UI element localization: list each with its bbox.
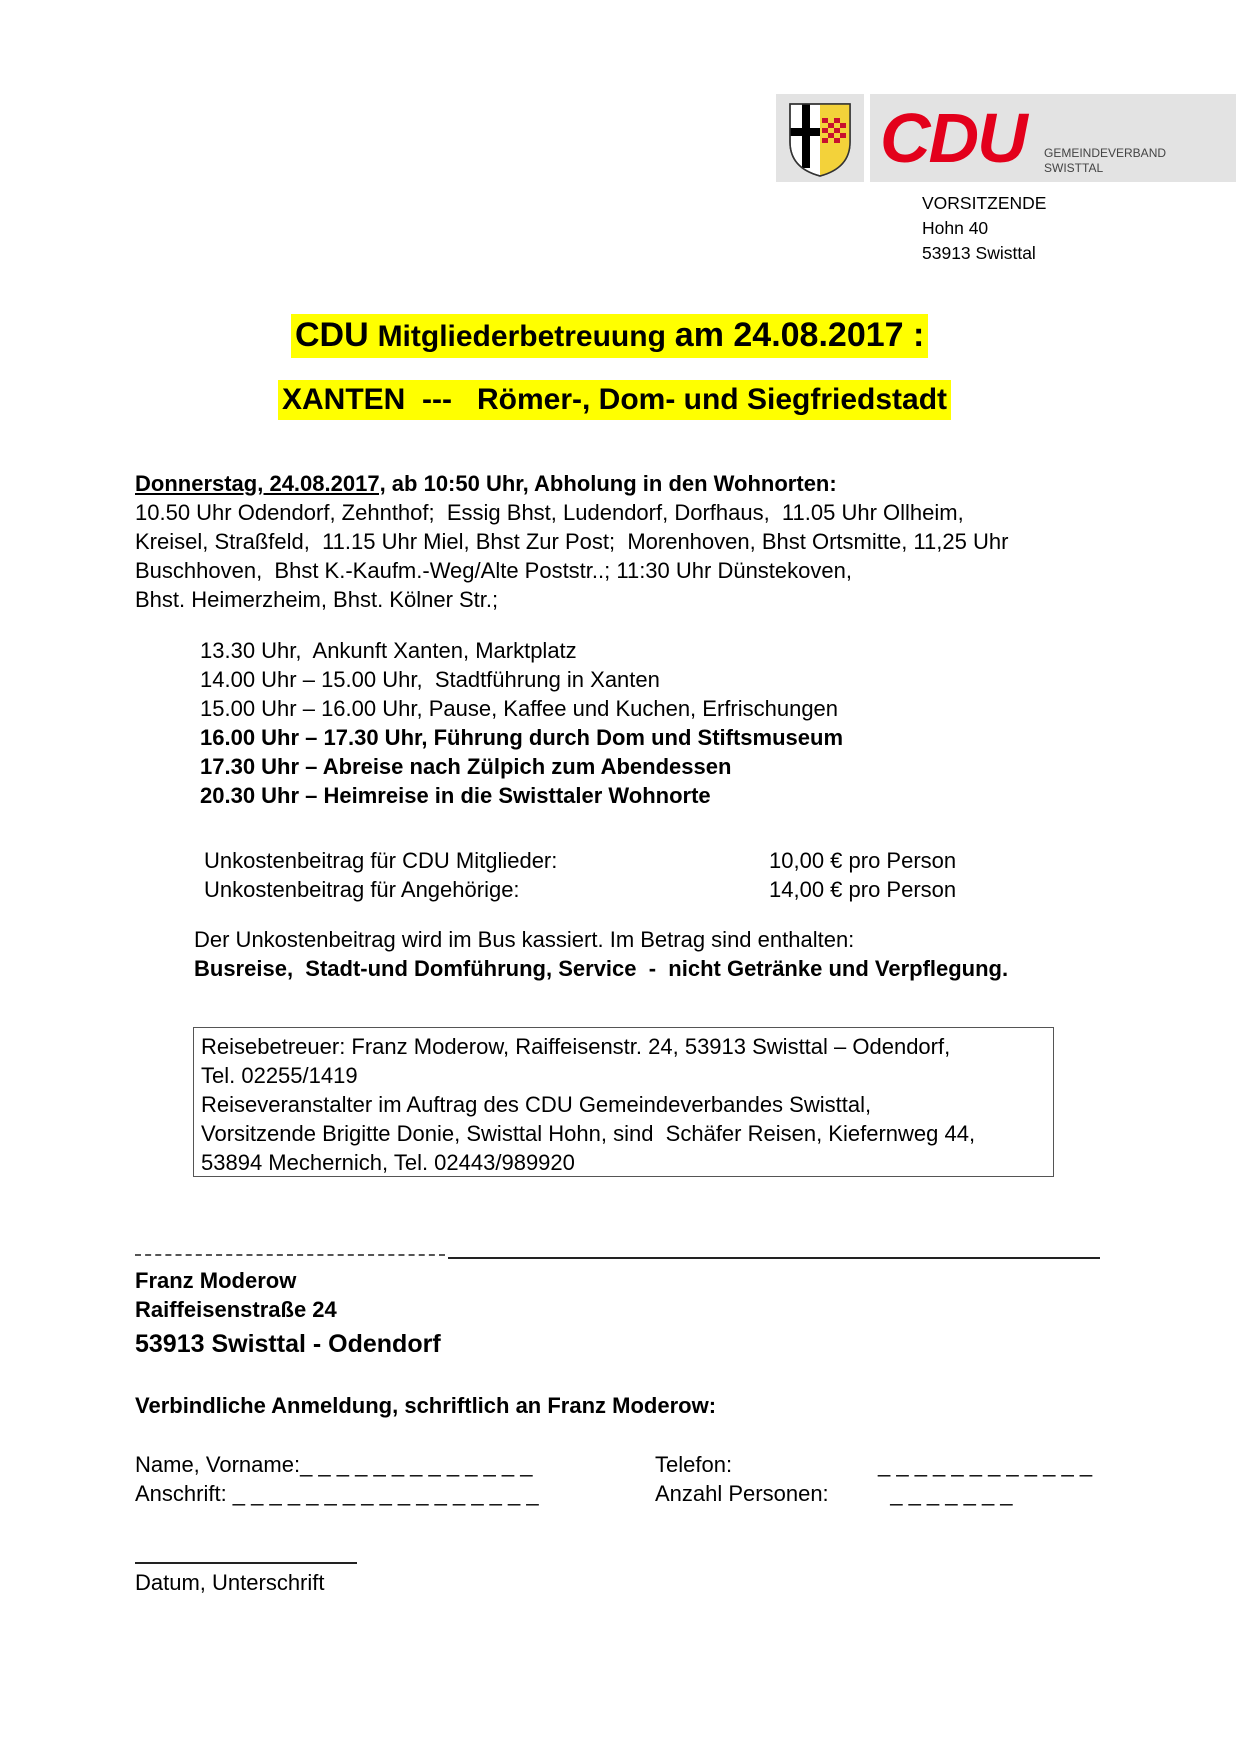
bus-line: Der Unkostenbeitrag wird im Bus kassiert. Im Betrag sind enthalten:	[194, 927, 855, 952]
title-date: am 24.08.2017 :	[674, 316, 925, 354]
organizer-info-box	[193, 1027, 1054, 1177]
sender-address	[922, 191, 1046, 266]
address-line: VORSITZENDE	[922, 193, 1047, 213]
cdu-brand-box	[870, 94, 1236, 182]
pickup-line: Kreisel, Straßfeld, 11.15 Uhr Miel, Bhst Zur Post; Morenhoven, Bhst Ortsmitte, 11,25 Uhr	[135, 529, 1009, 554]
persons-field[interactable]: _ _ _ _ _ _ _	[878, 1481, 1013, 1506]
address-field[interactable]: Anschrift: _ _ _ _ _ _ _ _ _ _ _ _ _ _ _ _ _	[135, 1481, 539, 1506]
cost-label: Unkostenbeitrag für Angehörige:	[204, 877, 520, 902]
title-cdu: CDU	[295, 316, 369, 354]
signature-label: Datum, Unterschrift	[135, 1570, 325, 1595]
cost-value: 10,00 € pro Person	[769, 848, 957, 873]
name-field[interactable]: Name, Vorname:_ _ _ _ _ _ _ _ _ _ _ _ _	[135, 1452, 533, 1477]
trip-date: Donnerstag, 24.08.2017,	[135, 471, 386, 496]
cdu-logo-block	[776, 94, 1236, 182]
pickup-heading	[135, 469, 1008, 498]
contact-name: Franz Moderow	[135, 1268, 297, 1293]
schedule-item-bold: 17.30 Uhr – Abreise nach Zülpich zum Abendessen	[200, 754, 732, 779]
pickup-line: 10.50 Uhr Odendorf, Zehnthof; Essig Bhst, Ludendorf, Dorfhaus, 11.05 Uhr Ollheim,	[135, 500, 964, 525]
pickup-line: Bhst. Heimerzheim, Bhst. Kölner Str.;	[135, 587, 499, 612]
signature-line	[135, 1562, 357, 1564]
schedule-item: 13.30 Uhr, Ankunft Xanten, Marktplatz	[200, 638, 577, 663]
registration-form-blanks	[878, 1450, 1092, 1508]
info-line: 53894 Mechernich, Tel. 02443/989920	[201, 1150, 575, 1175]
address-line: 53913 Swisttal	[922, 243, 1036, 263]
title-main: Mitgliederbetreuung	[377, 320, 666, 353]
schedule-list	[200, 636, 843, 810]
info-line: Vorsitzende Brigitte Donie, Swisttal Hohn, sind Schäfer Reisen, Kiefernweg 44,	[201, 1121, 976, 1146]
contact-address	[135, 1266, 441, 1364]
page-subtitle: XANTEN --- Römer-, Dom- und Siegfriedstadt	[278, 380, 951, 420]
schedule-item-bold: 16.00 Uhr – 17.30 Uhr, Führung durch Dom und Stiftsmuseum	[200, 725, 844, 750]
coat-of-arms-icon	[776, 94, 864, 182]
cost-value: 14,00 € pro Person	[769, 877, 957, 902]
cut-line-solid	[448, 1257, 1100, 1259]
persons-label: Anzahl Personen:	[655, 1481, 829, 1506]
registration-form-left	[135, 1450, 539, 1508]
bus-included: Busreise, Stadt-und Domführung, Service - nicht Getränke und Verpflegung.	[194, 956, 1009, 981]
contact-city: 53913 Swisttal - Odendorf	[135, 1330, 441, 1358]
verband-line2: SWISTTAL	[1044, 161, 1104, 175]
phone-field[interactable]: _ _ _ _ _ _ _ _ _ _ _ _	[878, 1452, 1093, 1477]
info-line: Reisebetreuer: Franz Moderow, Raiffeisenstr. 24, 53913 Swisttal – Odendorf,	[201, 1034, 951, 1059]
pickup-heading-rest: ab 10:50 Uhr, Abholung in den Wohnorten:	[385, 471, 837, 496]
info-line: Tel. 02255/1419	[201, 1063, 358, 1088]
registration-heading: Verbindliche Anmeldung, schriftlich an Franz Moderow:	[135, 1393, 717, 1418]
info-line: Reiseveranstalter im Auftrag des CDU Gemeindeverbandes Swisttal,	[201, 1092, 872, 1117]
registration-form-labels	[655, 1450, 829, 1508]
cut-line-dashed	[135, 1254, 445, 1256]
page-title	[291, 314, 928, 358]
cdu-wordmark: CDU	[880, 99, 1026, 177]
schedule-item-bold: 20.30 Uhr – Heimreise in die Swisttaler Wohnorte	[200, 783, 711, 808]
pickup-line: Buschhoven, Bhst K.-Kaufm.-Weg/Alte Poststr..; 11:30 Uhr Dünstekoven,	[135, 558, 852, 583]
cost-label: Unkostenbeitrag für CDU Mitglieder:	[204, 848, 558, 873]
bus-payment-info	[194, 925, 1008, 983]
verband-line1: GEMEINDEVERBAND	[1044, 146, 1167, 160]
phone-label: Telefon:	[655, 1452, 733, 1477]
contact-street: Raiffeisenstraße 24	[135, 1297, 337, 1322]
schedule-item: 15.00 Uhr – 16.00 Uhr, Pause, Kaffee und Kuchen, Erfrischungen	[200, 696, 839, 721]
pickup-section	[135, 469, 1008, 614]
address-line: Hohn 40	[922, 218, 989, 238]
schedule-item: 14.00 Uhr – 15.00 Uhr, Stadtführung in Xanten	[200, 667, 660, 692]
